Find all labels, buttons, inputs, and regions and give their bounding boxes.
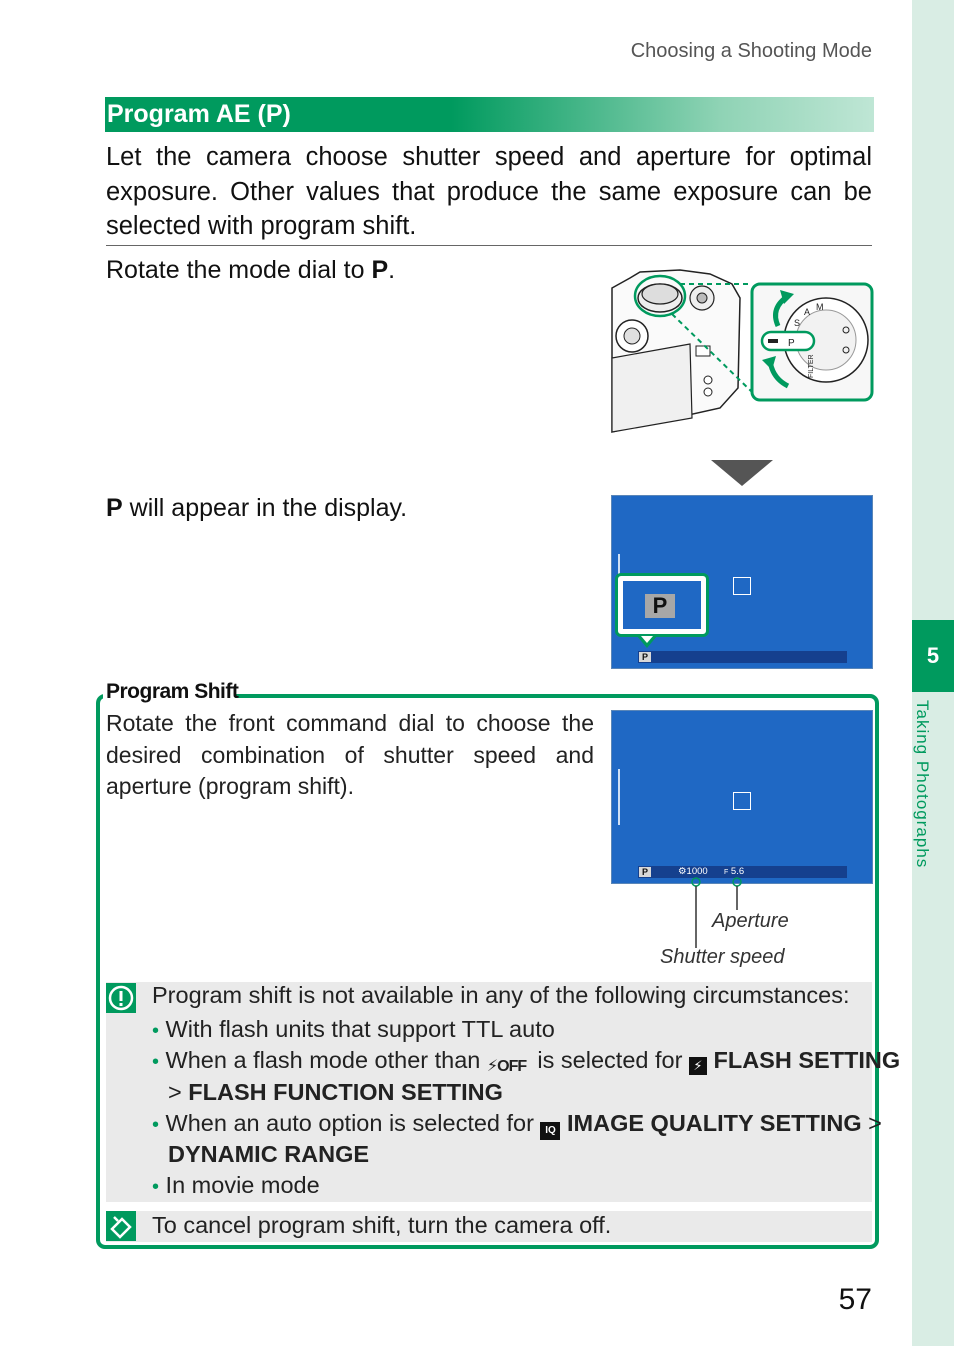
flash-off-icon: ⚡OFF bbox=[486, 1058, 527, 1075]
tip-text: To cancel program shift, turn the camera off. bbox=[152, 1212, 612, 1238]
lcd-display-mode bbox=[611, 495, 873, 669]
page-number: 57 bbox=[838, 1283, 872, 1316]
mode-callout bbox=[615, 573, 709, 637]
intro-paragraph: Let the camera choose shutter speed and aperture for optimal exposure. Other values that produce the same exposure can be selected with program shift. bbox=[106, 143, 872, 240]
caution-bullet-3: • When an auto option is selected for IQ IMAGE QUALITY SETTING > bbox=[152, 1108, 882, 1141]
section-title: Program AE (P) bbox=[107, 100, 291, 128]
caution-bullet-4: • In movie mode bbox=[152, 1172, 320, 1198]
focus-frame bbox=[733, 792, 751, 810]
caution-bullet-1: • With flash units that support TTL auto bbox=[152, 1016, 555, 1042]
caution-intro: Program shift is not available in any of the following circumstances: bbox=[152, 982, 850, 1008]
exposure-scale bbox=[618, 769, 620, 825]
dial-letter-s: S bbox=[794, 318, 801, 328]
step-p-appears bbox=[106, 494, 407, 523]
dial-letter-p: P bbox=[788, 338, 795, 349]
step-rotate-dial bbox=[106, 256, 395, 285]
chapter-tab[interactable]: 5 bbox=[912, 620, 954, 692]
down-arrow-icon bbox=[711, 460, 773, 486]
bullet-icon: • bbox=[152, 1114, 160, 1136]
dial-filter-label: FILTER bbox=[808, 354, 815, 378]
camera-icon bbox=[612, 270, 740, 432]
step2-text: will appear in the display. bbox=[122, 494, 408, 522]
caution-bullet-2-cont: > FLASH FUNCTION SETTING bbox=[168, 1079, 503, 1105]
dial-letter-m: M bbox=[816, 302, 824, 312]
caution-bullet-3-cont: DYNAMIC RANGE bbox=[168, 1141, 370, 1167]
running-title: Choosing a Shooting Mode bbox=[630, 40, 872, 62]
shutter-speed-value: ⚙1000 bbox=[678, 866, 708, 877]
info-bar bbox=[638, 651, 847, 663]
caution-icon bbox=[106, 983, 136, 1013]
mode-indicator-small: P bbox=[639, 867, 651, 877]
callout-pointer-icon bbox=[637, 636, 657, 650]
step1-end: . bbox=[388, 256, 396, 284]
chapter-label: Taking Photographs bbox=[913, 700, 932, 869]
bullet-icon: • bbox=[152, 1176, 160, 1198]
bullet-icon: • bbox=[152, 1051, 160, 1073]
caution-bullet-2: • When a flash mode other than ⚡OFF is selected for ⚡ FLASH SETTING bbox=[152, 1045, 868, 1078]
tip-icon bbox=[106, 1211, 136, 1241]
program-shift-text: Rotate the front command dial to choose the desired combination of shutter speed and aperture (program shift). bbox=[106, 710, 594, 799]
flash-menu-icon: ⚡ bbox=[689, 1057, 707, 1075]
step1-text: Rotate the mode dial to bbox=[106, 256, 372, 284]
step1-mode: P bbox=[371, 256, 389, 284]
image-quality-icon: IQ bbox=[540, 1122, 560, 1140]
lcd-display-shift bbox=[611, 710, 873, 884]
bullet-icon: • bbox=[152, 1020, 160, 1042]
aperture-value: F 5.6 bbox=[724, 866, 745, 877]
divider bbox=[106, 245, 872, 246]
step2-mode: P bbox=[106, 494, 123, 522]
shutter-icon: ⚙ bbox=[678, 866, 687, 877]
focus-frame bbox=[733, 577, 751, 595]
camera-dial-illustration bbox=[610, 268, 874, 434]
dial-letter-a: A bbox=[804, 307, 811, 317]
program-shift-title: Program Shift bbox=[106, 680, 239, 703]
aperture-prefix: F bbox=[724, 869, 729, 876]
caption-aperture: Aperture bbox=[712, 910, 789, 932]
caption-shutter-speed: Shutter speed bbox=[660, 946, 785, 968]
mode-indicator-large: P bbox=[645, 594, 675, 618]
mode-indicator-small: P bbox=[639, 652, 651, 662]
